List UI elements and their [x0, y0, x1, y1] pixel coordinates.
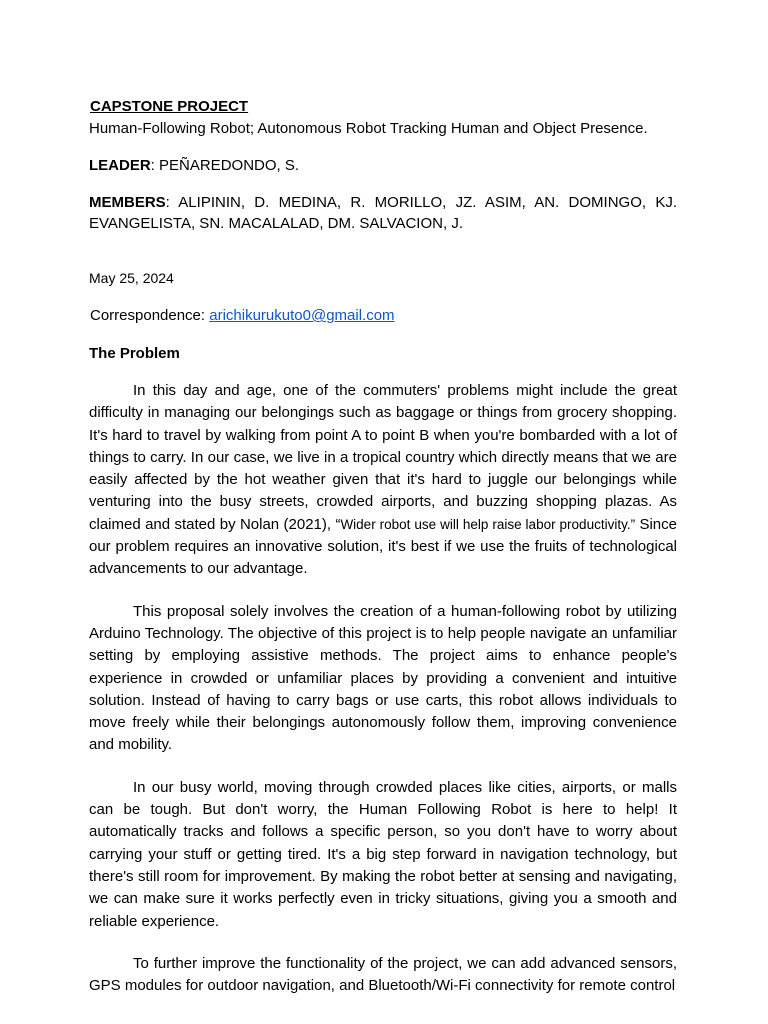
leader-value: : PEÑAREDONDO, S.: [150, 157, 300, 174]
document-page: [89, 96, 677, 997]
paragraph-4: To further improve the functionality of the project, we can add advanced sensors, GPS modules for outdoor navigation, and Bluetooth/Wi-Fi connectivity for remote control: [89, 954, 677, 995]
leader-label: LEADER: [89, 157, 151, 174]
email-link[interactable]: arichikurukuto0@gmail.com: [209, 307, 395, 324]
correspondence-line: [90, 305, 677, 326]
members-label: MEMBERS: [89, 194, 166, 211]
paragraph-1-text: In this day and age, one of the commuters' problems might include the great difficulty in managing our belongings such as baggage or things from grocery shopping. It's hard to travel by walking from point A to point B when you're bombarded with a lot of things to carry. In our case, we live in a tropical country which directly means that we are easily affected by the hot weather given that it's hard to juggle our belongings while venturing into the busy streets, crowded airports, and buzzing shopping plazas. As claimed and stated by Nolan (2021), “: [89, 382, 677, 533]
members-value: : ALIPININ, D. MEDINA, R. MORILLO, JZ. ASIM, AN. DOMINGO, KJ. EVANGELISTA, SN. MACALALAD, DM. SALVACION, J.: [89, 194, 677, 232]
leader-line: [89, 155, 677, 176]
members-line: [89, 192, 677, 234]
document-date: May 25, 2024: [89, 270, 174, 286]
document-title: CAPSTONE PROJECT: [90, 98, 249, 115]
section-heading: The Problem: [89, 345, 180, 362]
paragraph-1-text-end: Since our problem requires an innovative solution, it's best if we use the fruits of technological advancements to our advantage.: [89, 515, 677, 578]
paragraph-1: [89, 380, 677, 581]
paragraph-3: In our busy world, moving through crowded places like cities, airports, or malls can be tough. But don't worry, the Human Following Robot is here to help! It automatically tracks and follows a specific person, so you don't have to worry about carrying your stuff or getting tired. It's a big step forward in navigation technology, but there's still room for improvement. By making the robot better at sensing and navigating, we can make sure it works perfectly even in tricky situations, giving you a smooth and reliable experience.: [89, 778, 677, 930]
correspondence-label: Correspondence:: [90, 307, 210, 324]
project-subtitle: Human-Following Robot; Autonomous Robot Tracking Human and Object Presence.: [89, 120, 648, 137]
nolan-quote: Wider robot use will help raise labor productivity.”: [340, 516, 636, 532]
paragraph-2: This proposal solely involves the creation of a human-following robot by utilizing Arduino Technology. The objective of this project is to help people navigate an unfamiliar setting by employing assistive methods. The project aims to enhance people's experience in crowded or unfamiliar places by providing a convenient and intuitive solution. Instead of having to carry bags or use carts, this robot allows individuals to move freely while their belongings autonomously follow them, improving convenience and mobility.: [89, 602, 677, 754]
